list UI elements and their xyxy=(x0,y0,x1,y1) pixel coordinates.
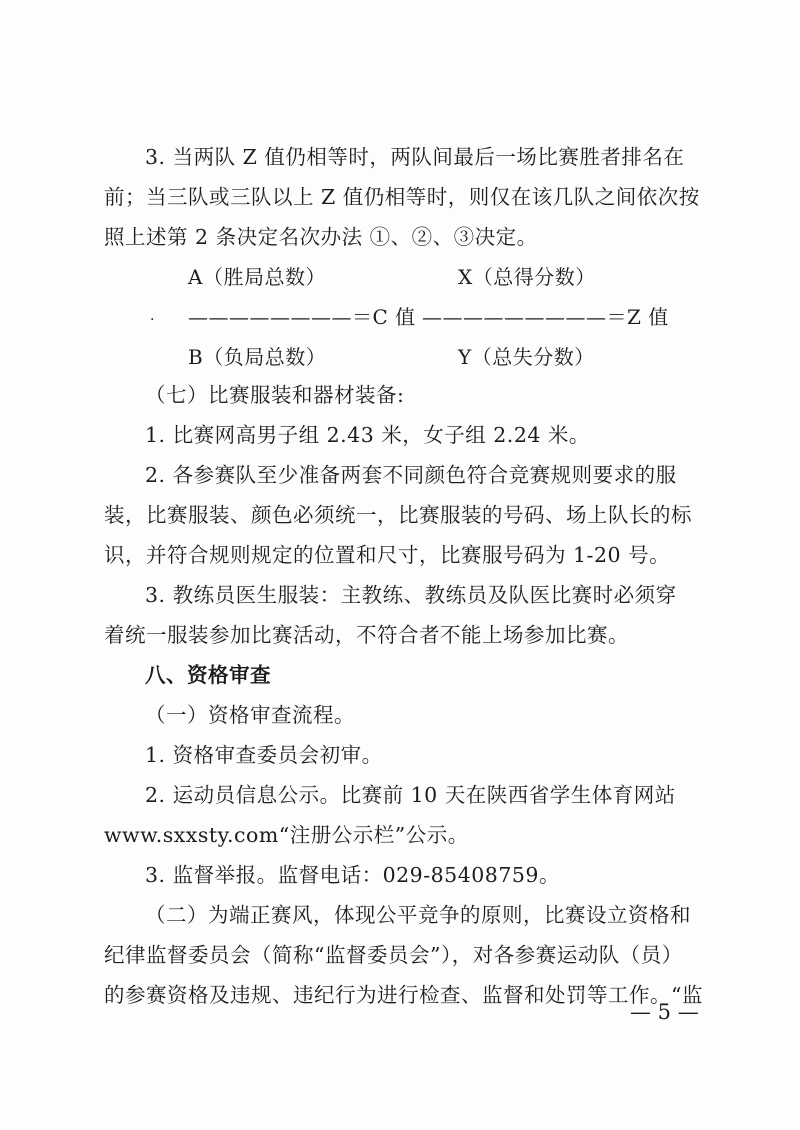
stray-dot: . xyxy=(150,308,155,324)
formula-left-fraction: ————————＝C 值 xyxy=(188,305,416,329)
formula-right-denominator: Y（总失分数） xyxy=(458,345,595,369)
section-8-heading: 八、资格审查 xyxy=(145,663,271,687)
sub2-line3: 的参赛资格及违规、违纪行为进行检查、监督和处罚等工作。“监 xyxy=(104,983,703,1007)
sub1-item1: 1. 资格审查委员会初审。 xyxy=(145,743,383,767)
sub2-line2: 纪律监督委员会（简称“监督委员会”），对各参赛运动队（员） xyxy=(104,943,683,967)
formula-left-numerator: A（胜局总数） xyxy=(188,265,326,289)
sub1-item3: 3. 监督举报。监督电话：029-85408759。 xyxy=(145,863,560,887)
sub1-title: （一）资格审查流程。 xyxy=(145,703,355,727)
formula-right-numerator: X（总得分数） xyxy=(458,265,596,289)
section-7-item1: 1. 比赛网高男子组 2.43 米，女子组 2.24 米。 xyxy=(145,423,590,447)
formula-right-fraction: —————————＝Z 值 xyxy=(422,305,669,329)
sub1-item2-line2: www.sxxsty.com“注册公示栏”公示。 xyxy=(104,823,469,847)
page-number: — 5 — xyxy=(630,1000,699,1024)
section-7-item3-line1: 3. 教练员医生服装：主教练、教练员及队医比赛时必须穿 xyxy=(145,583,677,607)
section-7-item2-line1: 2. 各参赛队至少准备两套不同颜色符合竞赛规则要求的服 xyxy=(145,463,677,487)
sub2-line1: （二）为端正赛风，体现公平竞争的原则，比赛设立资格和 xyxy=(145,903,691,927)
section-7-item2-line2: 装，比赛服装、颜色必须统一，比赛服装的号码、场上队长的标 xyxy=(104,503,692,527)
section-7-item3-line2: 着统一服装参加比赛活动，不符合者不能上场参加比赛。 xyxy=(104,623,629,647)
paragraph-rule3-line2: 前；当三队或三队以上 Z 值仍相等时，则仅在该几队之间依次按 xyxy=(104,185,700,209)
formula-left-denominator: B（负局总数） xyxy=(188,345,327,369)
sub1-item2-line1: 2. 运动员信息公示。比赛前 10 天在陕西省学生体育网站 xyxy=(145,783,676,807)
paragraph-rule3-line3: 照上述第 2 条决定名次办法 ①、②、③决定。 xyxy=(104,225,538,249)
paragraph-rule3-line1: 3. 当两队 Z 值仍相等时，两队间最后一场比赛胜者排名在 xyxy=(145,145,685,169)
section-7-title: （七）比赛服装和器材装备: xyxy=(145,383,405,407)
section-7-item2-line3: 识，并符合规则规定的位置和尺寸，比赛服号码为 1-20 号。 xyxy=(104,543,671,567)
